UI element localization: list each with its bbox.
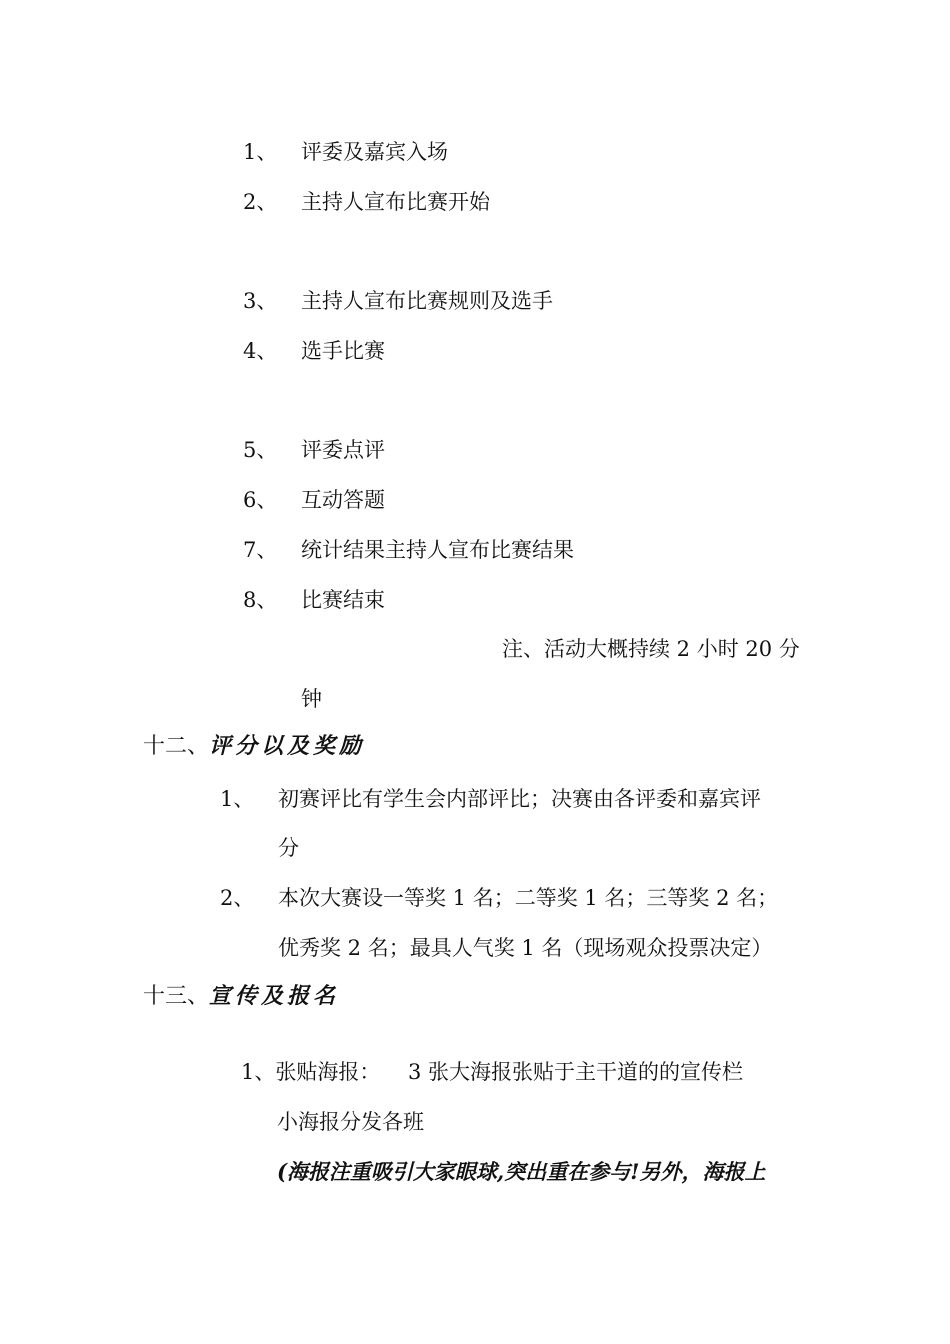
schedule-item-number: 7、 [243,538,278,562]
duration-note: 注、活动大概持续 2 小时 20 分 [502,637,800,661]
section-number: 十二、 [143,734,210,759]
schedule-item-number: 6、 [243,488,278,512]
schedule-item-number: 5、 [243,438,278,462]
poster-label: 1、张贴海报： [241,1060,381,1084]
schedule-item-number: 3、 [243,289,278,313]
scoring-item-text: 初赛评比有学生会内部评比；决赛由各评委和嘉宾评 [278,787,761,811]
section-heading-promotion [143,984,339,1010]
poster-detail-continued: 小海报分发各班 [277,1110,424,1134]
schedule-item-text: 评委点评 [301,438,385,462]
schedule-item-number: 1、 [243,140,278,164]
schedule-item-text: 比赛结束 [301,588,385,612]
section-heading-scoring [143,734,365,760]
schedule-item-text: 主持人宣布比赛规则及选手 [301,289,553,313]
schedule-item-number: 2、 [243,190,278,214]
section-number: 十三、 [143,984,210,1009]
section-title: 评分以及奖励 [209,734,366,759]
schedule-item-text: 互动答题 [301,488,385,512]
duration-note-continued: 钟 [301,687,322,711]
scoring-item-number: 1、 [220,787,255,811]
section-title: 宣传及报名 [209,984,340,1009]
schedule-item-text: 选手比赛 [301,339,385,363]
schedule-item-number: 8、 [243,588,278,612]
scoring-item-text-continued: 分 [278,836,299,860]
poster-detail: 3 张大海报张贴于主干道的的宣传栏 [408,1060,744,1084]
scoring-item-number: 2、 [220,886,255,910]
schedule-item-text: 统计结果主持人宣布比赛结果 [301,538,574,562]
schedule-item-text: 主持人宣布比赛开始 [301,190,490,214]
schedule-item-number: 4、 [243,339,278,363]
scoring-item-text-continued: 优秀奖 2 名；最具人气奖 1 名（现场观众投票决定） [278,936,773,960]
poster-note: (海报注重吸引大家眼球,突出重在参与!另外，海报上 [277,1159,766,1184]
schedule-item-text: 评委及嘉宾入场 [301,140,448,164]
scoring-item-text: 本次大赛设一等奖 1 名；二等奖 1 名；三等奖 2 名； [278,886,779,910]
